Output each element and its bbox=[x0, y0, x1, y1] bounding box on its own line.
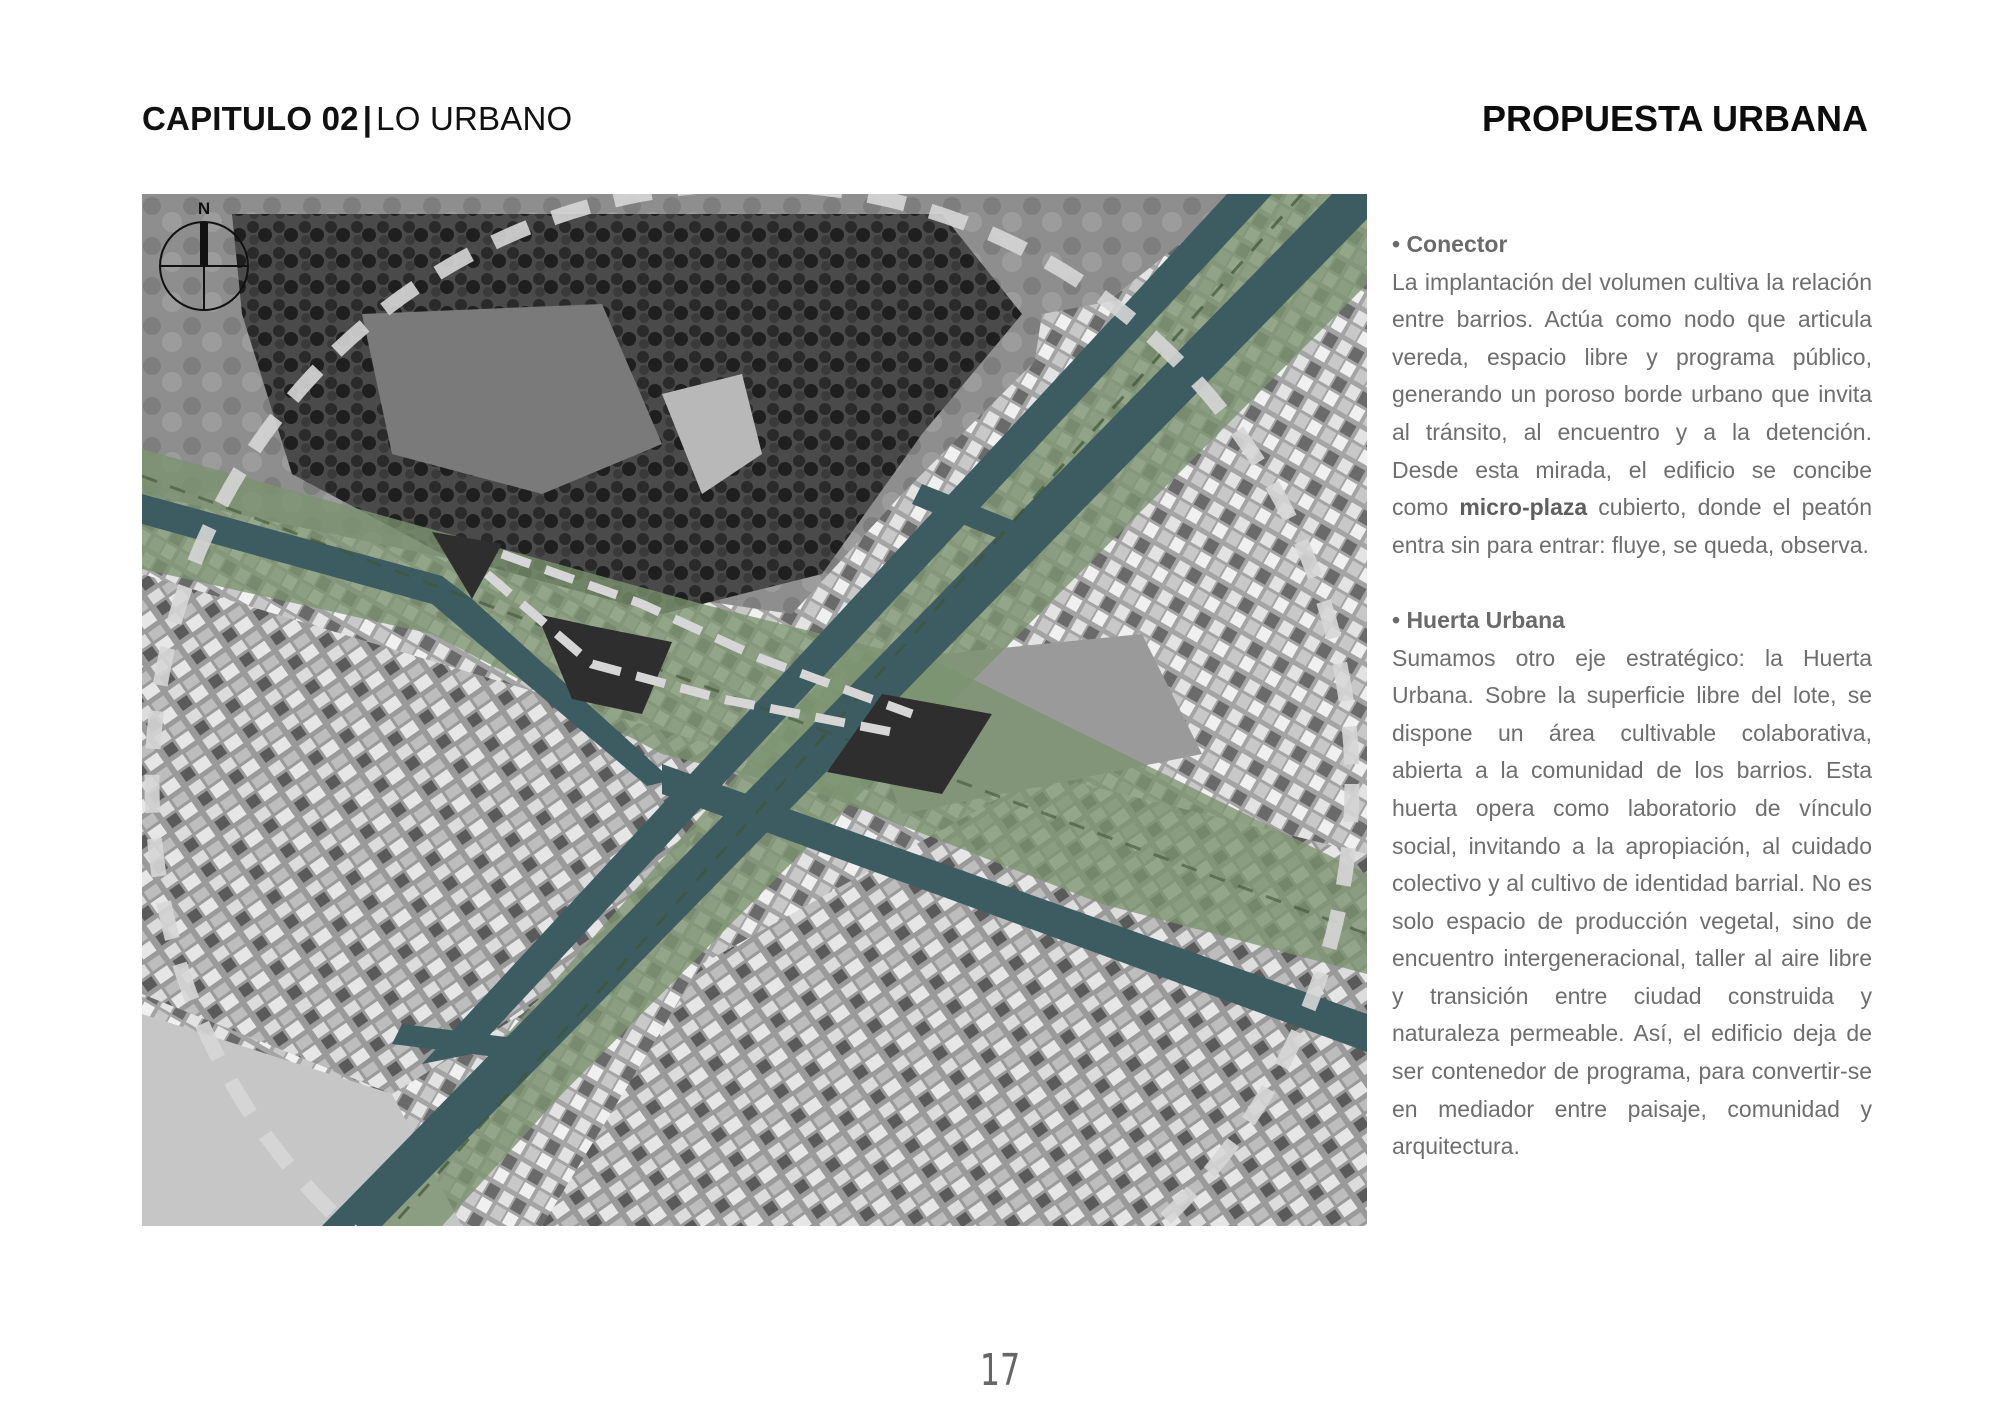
chapter-header bbox=[142, 100, 572, 138]
page-number: 17 bbox=[979, 1345, 1021, 1396]
conector-text-part-2: cubierto, donde el peatón entra sin para entrar: fluye, se queda, observa. bbox=[1392, 494, 1872, 558]
chapter-separator: | bbox=[362, 100, 373, 137]
north-label: N bbox=[197, 199, 211, 218]
section-text-huerta: Sumamos otro eje estratégico: la Huerta Urbana. Sobre la superficie libre del lote, se dispone un área cultivable colaborativa, abierta a la comunidad de los barrios. Esta huerta opera como laboratorio de vínculo social, invitando a la apropiación, al cuidado colectivo y al cultivo de identidad barrial. No es solo espacio de producción vegetal, sino de encuentro intergeneracional, taller al aire libre y transición entre ciudad construida y naturaleza permeable. Así, el edificio deja de ser contenedor de programa, para convertir-se en mediador entre paisaje, comunidad y arquitectura. bbox=[1392, 644, 1872, 1160]
section-title-conector: • Conector bbox=[1392, 231, 1508, 257]
section-title-huerta: • Huerta Urbana bbox=[1392, 606, 1565, 633]
description-column bbox=[1392, 226, 1872, 1166]
section-text-conector bbox=[1392, 264, 1872, 565]
conector-emphasis: micro-plaza bbox=[1459, 494, 1588, 521]
page-title: PROPUESTA URBANA bbox=[1481, 98, 1868, 139]
section-label: LO URBANO bbox=[376, 100, 573, 137]
conector-text-part-1: La implantación del volumen cultiva la relación entre barrios. Actúa como nodo que articula vereda, espacio libre y programa público, generando un poroso borde urbano que invita al tránsito, al encuentro y a la detención. Desde esta mirada, el edificio se concibe como bbox=[1392, 268, 1872, 521]
urban-proposal-map bbox=[142, 194, 1367, 1226]
compass-icon bbox=[160, 222, 248, 310]
chapter-label: CAPITULO 02 bbox=[142, 100, 359, 137]
